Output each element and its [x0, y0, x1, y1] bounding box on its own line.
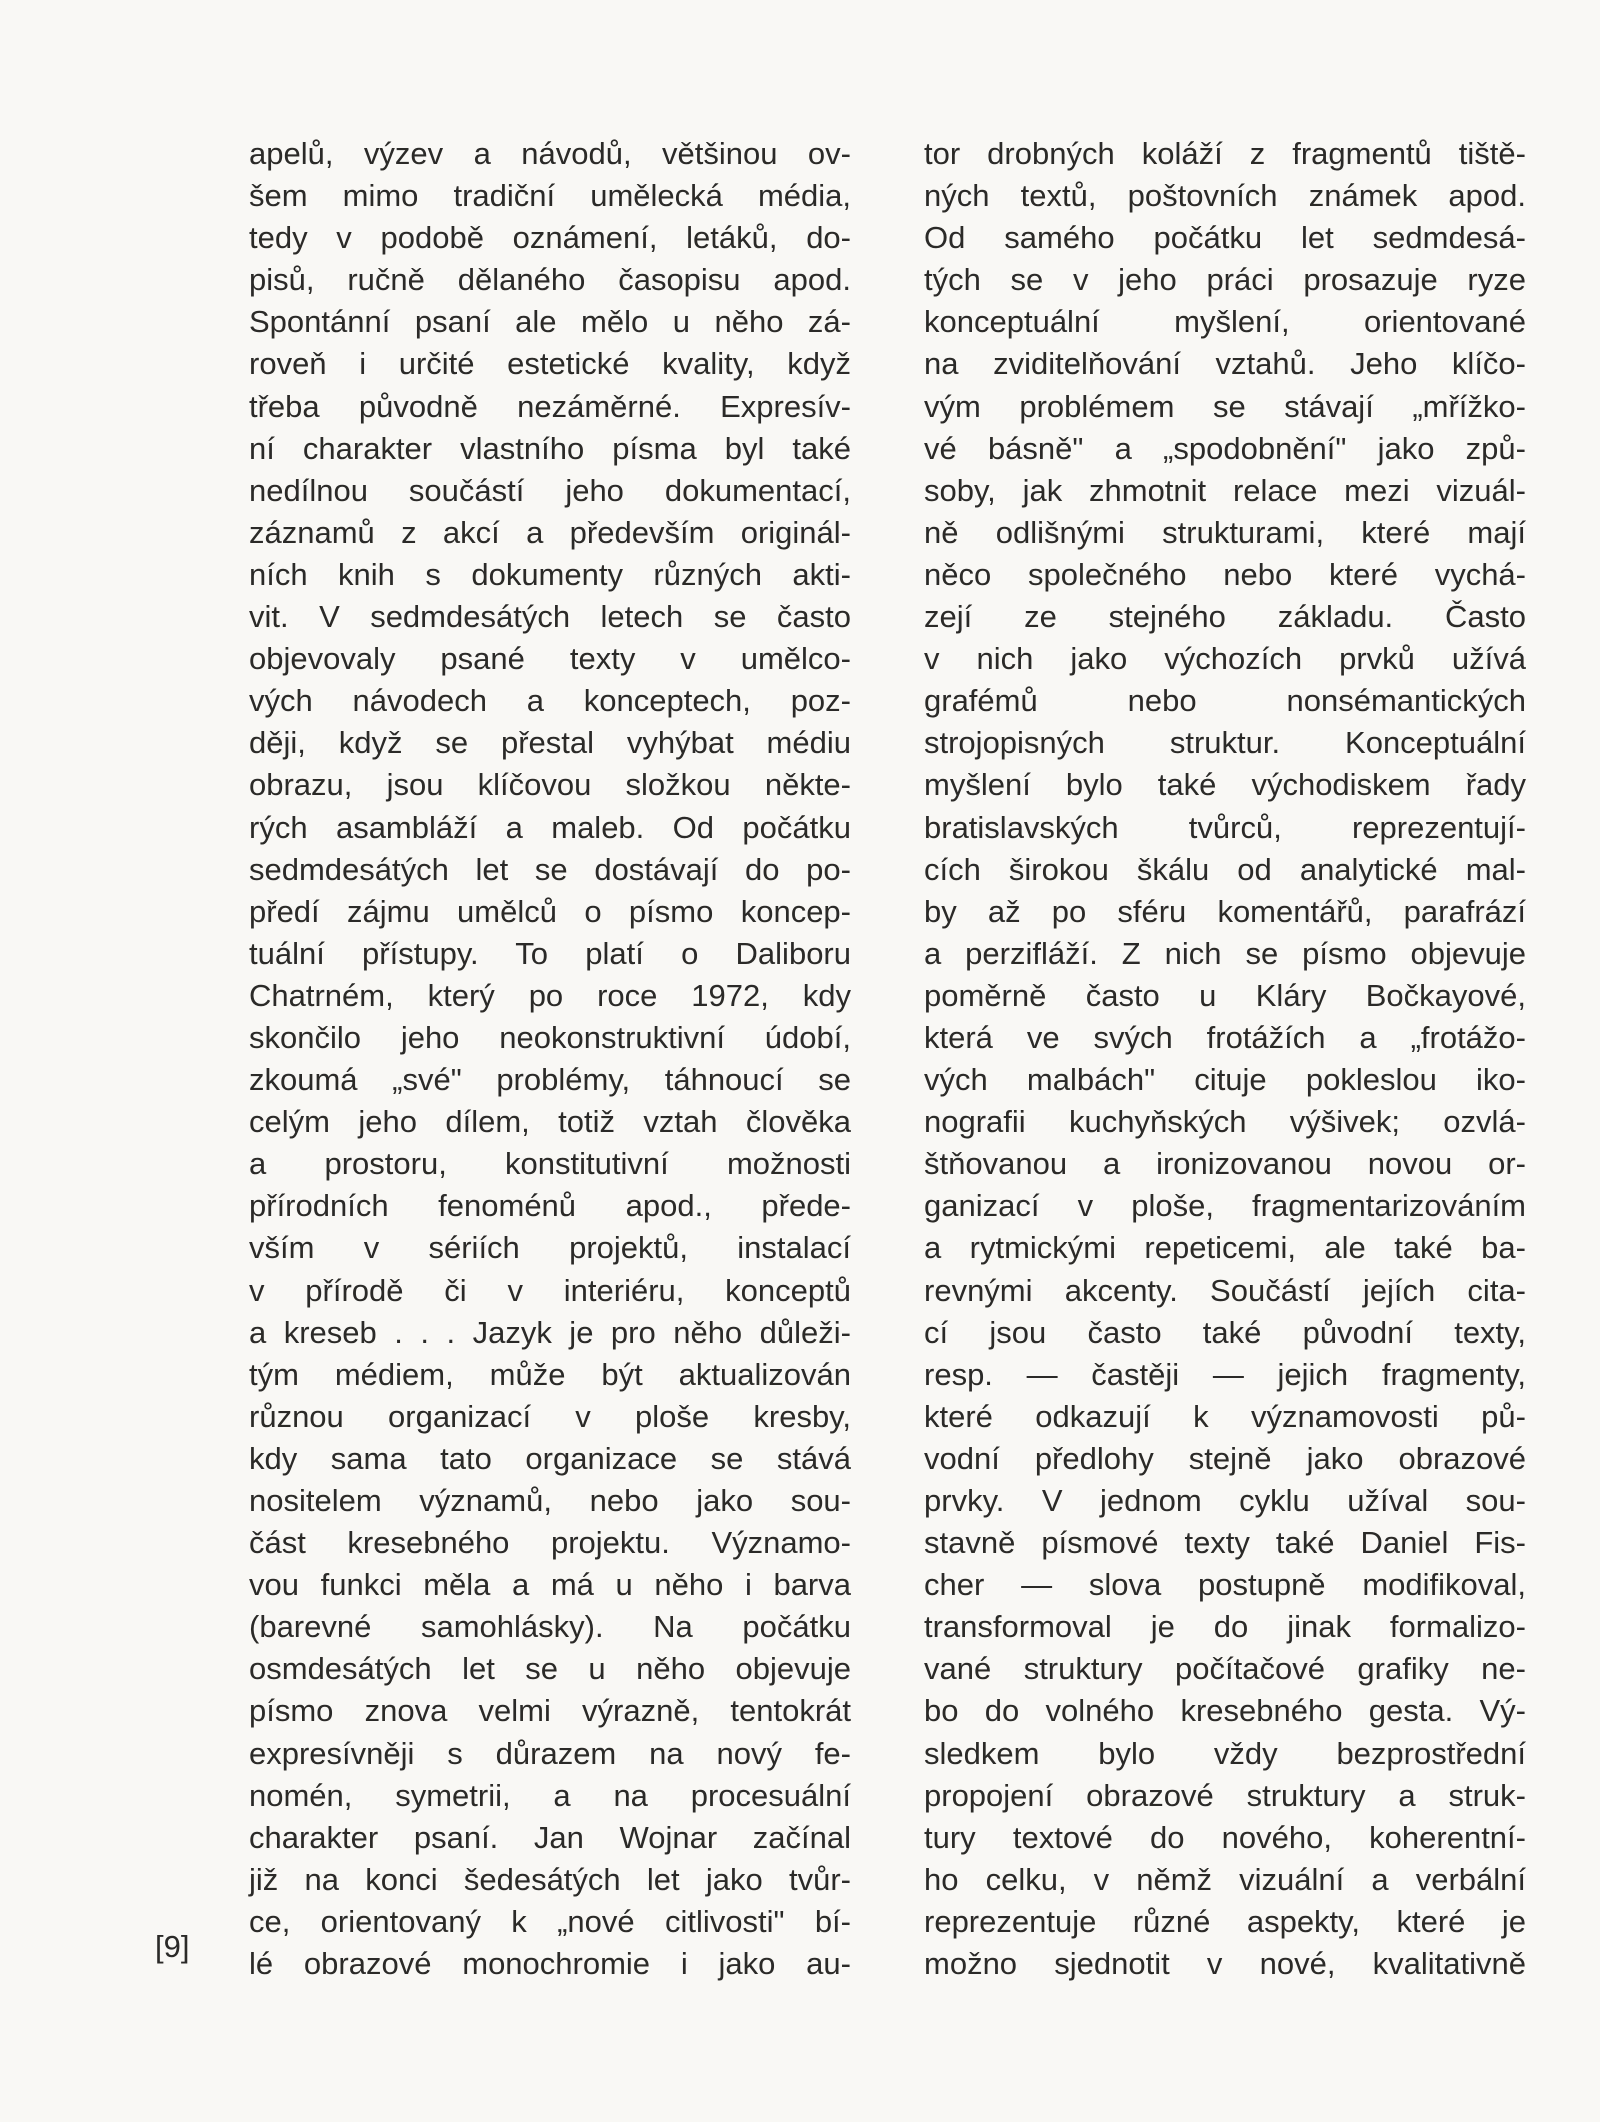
text-line: na zviditelňování vztahů. Jeho klíčo-	[924, 346, 1526, 382]
text-line: ně odlišnými strukturami, které mají	[924, 514, 1526, 550]
text-line: ganizací v ploše, fragmentarizováním	[924, 1188, 1526, 1224]
text-line: tor drobných koláží z fragmentů tiště-	[924, 136, 1526, 171]
text-line: nedílnou součástí jeho dokumentací,	[249, 472, 851, 508]
text-line: pisů, ručně dělaného časopisu apod.	[249, 262, 851, 298]
text-line: možno sjednotit v nové, kvalitativně	[924, 1946, 1526, 1982]
text-line: prvky. V jednom cyklu užíval sou-	[924, 1483, 1526, 1518]
text-line: obrazu, jsou klíčovou složkou někte-	[249, 767, 851, 803]
text-line: vých návodech a konceptech, poz-	[249, 683, 851, 719]
text-line: která ve svých frotážích a „frotážo-	[924, 1019, 1526, 1055]
text-line: stavně písmové texty také Daniel Fis-	[924, 1525, 1526, 1561]
text-line: objevovaly psané texty v umělco-	[249, 641, 851, 677]
text-line: cher — slova postupně modifikoval,	[924, 1567, 1526, 1603]
text-line: písmo znova velmi výrazně, tentokrát	[249, 1693, 851, 1729]
text-line: ních knih s dokumenty různých akti-	[249, 556, 851, 592]
text-line: ho celku, v němž vizuální a verbální	[924, 1861, 1526, 1897]
text-line: část kresebného projektu. Významo-	[249, 1525, 851, 1561]
text-line: již na konci šedesátých let jako tvůr-	[249, 1861, 851, 1897]
text-line: vit. V sedmdesátých letech se často	[249, 599, 851, 635]
text-line: tým médiem, může být aktualizován	[249, 1356, 851, 1392]
text-line: vším v sériích projektů, instalací	[249, 1230, 851, 1266]
text-line: soby, jak zhmotnit relace mezi vizuál-	[924, 472, 1526, 508]
text-line: sledkem bylo vždy bezprostřední	[924, 1735, 1526, 1771]
text-line: charakter psaní. Jan Wojnar začínal	[249, 1819, 851, 1855]
text-line: cí jsou často také původní texty,	[924, 1314, 1526, 1350]
text-line: transformoval je do jinak formalizo-	[924, 1609, 1526, 1645]
text-line: šem mimo tradiční umělecká média,	[249, 178, 851, 214]
text-line: by až po sféru komentářů, parafrází	[924, 893, 1526, 929]
text-line: ní charakter vlastního písma byl také	[249, 430, 851, 466]
text-line: konceptuální myšlení, orientované	[924, 304, 1526, 340]
text-line: poměrně často u Kláry Bočkayové,	[924, 977, 1526, 1013]
text-line: resp. — častěji — jejich fragmenty,	[924, 1356, 1526, 1392]
text-line: osmdesátých let se u něho objevuje	[249, 1651, 851, 1687]
text-line: v nich jako výchozích prvků užívá	[924, 641, 1526, 677]
text-line: tury textové do nového, koherentní-	[924, 1819, 1526, 1855]
text-line: sedmdesátých let se dostávají do po-	[249, 851, 851, 887]
text-line: různou organizací v ploše kresby,	[249, 1398, 851, 1434]
text-line: nositelem významů, nebo jako sou-	[249, 1483, 851, 1518]
text-line: kdy sama tato organizace se stává	[249, 1440, 851, 1476]
page-number: [9]	[155, 1929, 190, 1964]
text-line: vých malbách" cituje pokleslou iko-	[924, 1062, 1526, 1098]
right-text-column	[924, 133, 1526, 1985]
text-line: záznamů z akcí a především originál-	[249, 514, 851, 550]
text-line: Chatrném, který po roce 1972, kdy	[249, 977, 851, 1013]
text-line: ných textů, poštovních známek apod.	[924, 178, 1526, 214]
text-line: vané struktury počítačové grafiky ne-	[924, 1651, 1526, 1687]
text-line: a prostoru, konstitutivní možnosti	[249, 1146, 851, 1182]
text-line: vodní předlohy stejně jako obrazové	[924, 1440, 1526, 1476]
text-line: tých se v jeho práci prosazuje ryze	[924, 262, 1526, 298]
text-line: a perzifláží. Z nich se písmo objevuje	[924, 935, 1526, 971]
text-line: nografii kuchyňských výšivek; ozvlá-	[924, 1104, 1526, 1140]
text-line: něco společného nebo které vychá-	[924, 556, 1526, 592]
text-line: myšlení bylo také východiskem řady	[924, 767, 1526, 803]
text-line: grafémů nebo nonsémantických	[924, 683, 1526, 719]
text-line: (barevné samohlásky). Na počátku	[249, 1609, 851, 1645]
text-line: rých asambláží a maleb. Od počátku	[249, 809, 851, 845]
text-line: a kreseb . . . Jazyk je pro něho důleži-	[249, 1314, 851, 1350]
text-line: vým problémem se stávají „mřížko-	[924, 388, 1526, 424]
text-line: tuální přístupy. To platí o Daliboru	[249, 935, 851, 971]
text-line: nomén, symetrii, a na procesuální	[249, 1777, 851, 1813]
text-line: revnými akcenty. Součástí jejích cita-	[924, 1272, 1526, 1308]
text-line: cích širokou škálu od analytické mal-	[924, 851, 1526, 887]
text-line: celým jeho dílem, totiž vztah člověka	[249, 1104, 851, 1140]
text-line: bratislavských tvůrců, reprezentují-	[924, 809, 1526, 845]
text-line: lé obrazové monochromie i jako au-	[249, 1946, 851, 1982]
text-line: apelů, výzev a návodů, většinou ov-	[249, 136, 851, 171]
text-line: reprezentuje různé aspekty, které je	[924, 1903, 1526, 1939]
text-line: zkoumá „své" problémy, táhnoucí se	[249, 1062, 851, 1098]
text-line: štňovanou a ironizovanou novou or-	[924, 1146, 1526, 1182]
text-line: vé básně" a „spodobnění" jako způ-	[924, 430, 1526, 466]
text-line: bo do volného kresebného gesta. Vý-	[924, 1693, 1526, 1729]
text-line: které odkazují k významovosti pů-	[924, 1398, 1526, 1434]
text-line: Spontánní psaní ale mělo u něho zá-	[249, 304, 851, 340]
text-line: předí zájmu umělců o písmo koncep-	[249, 893, 851, 929]
left-text-column	[249, 133, 851, 1985]
text-line: zejí ze stejného základu. Často	[924, 599, 1526, 635]
text-line: propojení obrazové struktury a struk-	[924, 1777, 1526, 1813]
text-line: roveň i určité estetické kvality, když	[249, 346, 851, 382]
text-line: a rytmickými repeticemi, ale také ba-	[924, 1230, 1526, 1266]
text-line: přírodních fenoménů apod., přede-	[249, 1188, 851, 1224]
text-line: ději, když se přestal vyhýbat médiu	[249, 725, 851, 761]
text-line: strojopisných struktur. Konceptuální	[924, 725, 1526, 761]
text-line: skončilo jeho neokonstruktivní údobí,	[249, 1019, 851, 1055]
text-line: třeba původně nezáměrné. Expresív-	[249, 388, 851, 424]
text-line: v přírodě či v interiéru, konceptů	[249, 1272, 851, 1308]
text-line: Od samého počátku let sedmdesá-	[924, 220, 1526, 256]
text-line: tedy v podobě oznámení, letáků, do-	[249, 220, 851, 256]
text-line: vou funkci měla a má u něho i barva	[249, 1567, 851, 1603]
text-line: ce, orientovaný k „nové citlivosti" bí-	[249, 1903, 851, 1939]
text-line: expresívněji s důrazem na nový fe-	[249, 1735, 851, 1771]
